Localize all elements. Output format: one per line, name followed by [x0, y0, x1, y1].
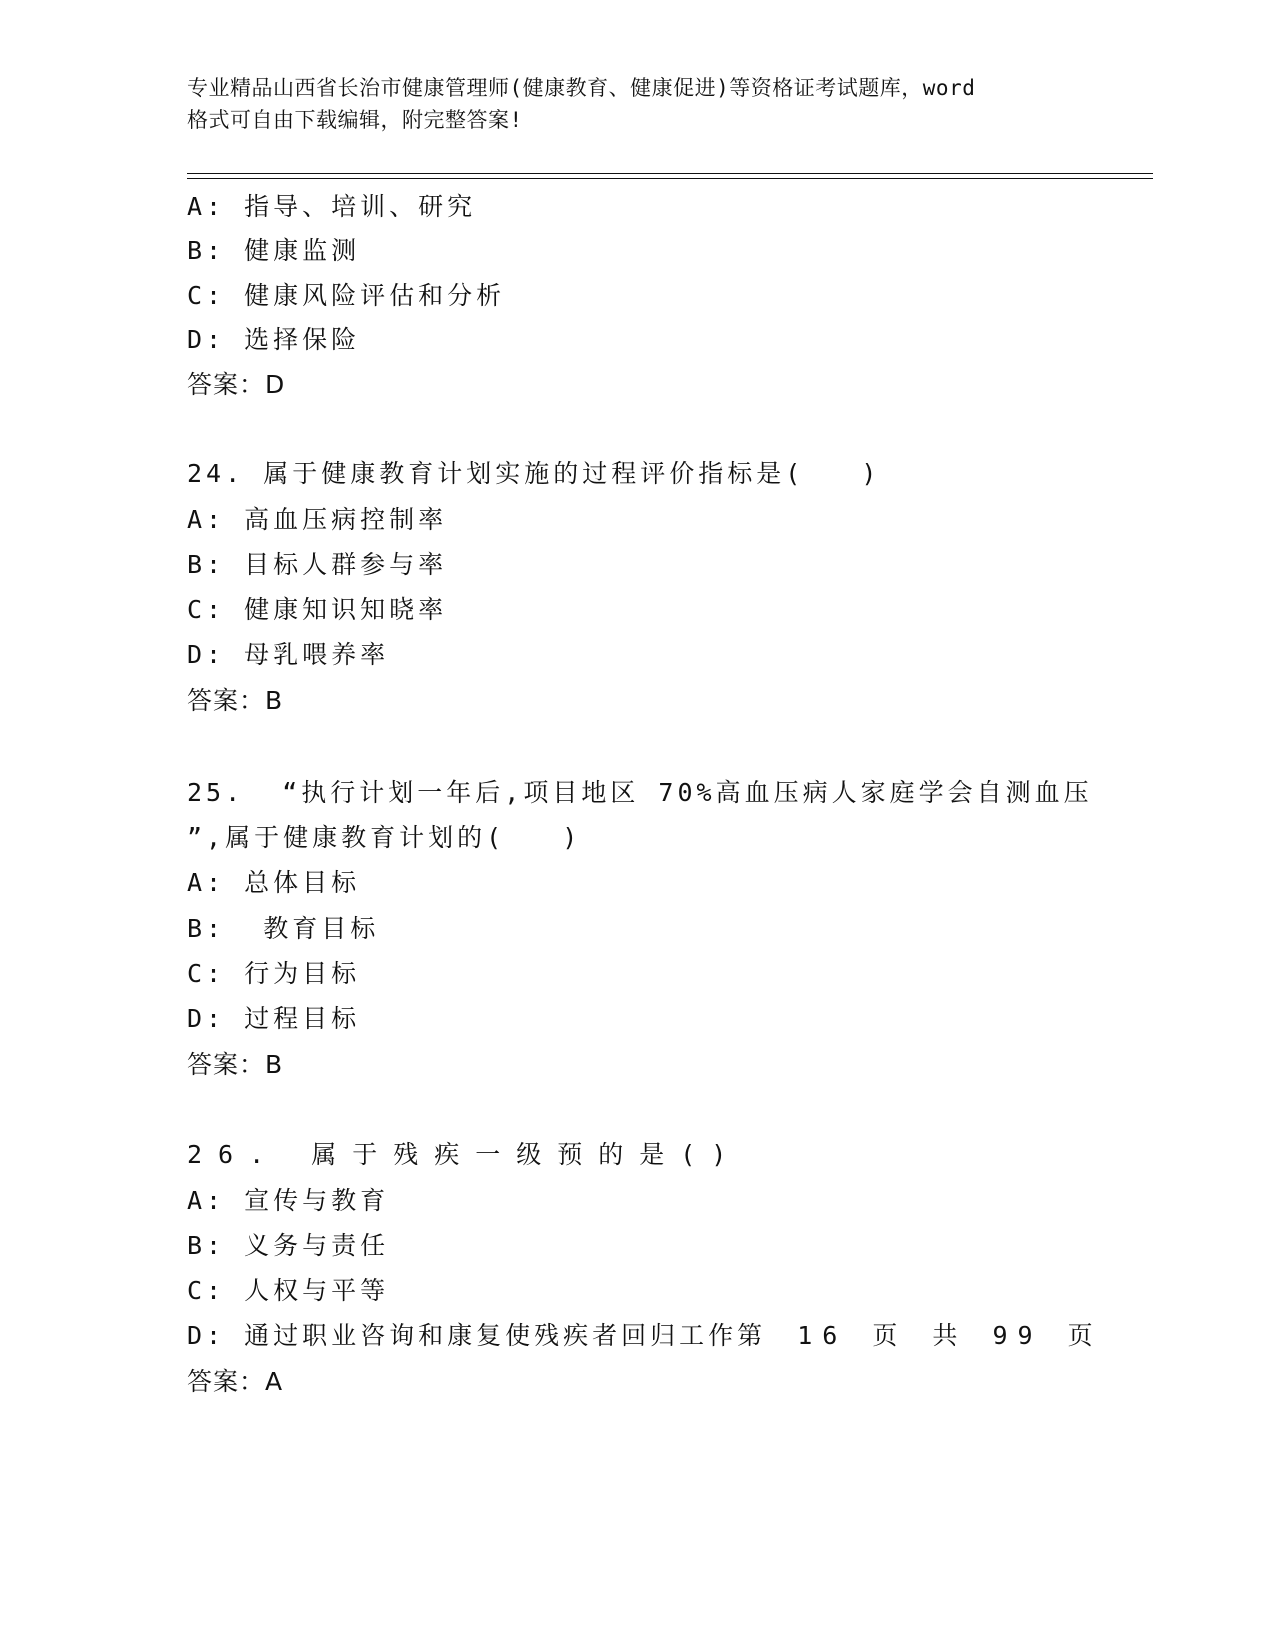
option-c: C: 人权与平等 — [187, 1276, 390, 1305]
option-b: B: 健康监测 — [187, 236, 361, 265]
option-a: A: 宣传与教育 — [187, 1186, 390, 1215]
option-b: B: 义务与责任 — [187, 1231, 390, 1260]
option-c: C: 行为目标 — [187, 959, 361, 988]
option-a: A: 高血压病控制率 — [187, 505, 448, 534]
option-a: A: 总体目标 — [187, 868, 361, 897]
option-d-with-footer — [187, 1319, 1103, 1353]
question-text-line-1: 25. “执行计划一年后,项目地区 70%高血压病人家庭学会自测血压 — [187, 778, 1093, 807]
question-text: 26. 属于残疾一级预的是() — [187, 1140, 743, 1169]
option-b: B: 目标人群参与率 — [187, 550, 448, 579]
option-d: D: 通过职业咨询和康复使残疾者回归工作 — [187, 1321, 738, 1350]
header-text — [187, 72, 1087, 136]
option-d: D: 选择保险 — [187, 325, 361, 354]
answer: 答案：A — [187, 1367, 284, 1396]
option-c: C: 健康风险评估和分析 — [187, 281, 506, 310]
question-text: 24. 属于健康教育计划实施的过程评价指标是( ) — [187, 459, 881, 488]
option-a: A: 指导、培训、研究 — [187, 192, 477, 221]
header-line-2: 格式可自由下载编辑，附完整答案! — [187, 108, 523, 132]
page-number: 第 16 页 共 99 页 — [737, 1321, 1103, 1350]
header-line-1: 专业精品山西省长治市健康管理师(健康教育、健康促进)等资格证考试题库，word — [187, 76, 976, 100]
option-d: D: 过程目标 — [187, 1004, 361, 1033]
answer: 答案：B — [187, 1050, 284, 1079]
option-c: C: 健康知识知晓率 — [187, 595, 448, 624]
header-rule-bottom — [187, 178, 1153, 179]
answer: 答案：B — [187, 686, 284, 715]
option-b: B: 教育目标 — [187, 914, 380, 943]
answer: 答案：D — [187, 370, 286, 399]
option-d: D: 母乳喂养率 — [187, 640, 390, 669]
header-rule-top — [187, 173, 1153, 174]
question-text-line-2: ”,属于健康教育计划的( ) — [187, 823, 582, 852]
